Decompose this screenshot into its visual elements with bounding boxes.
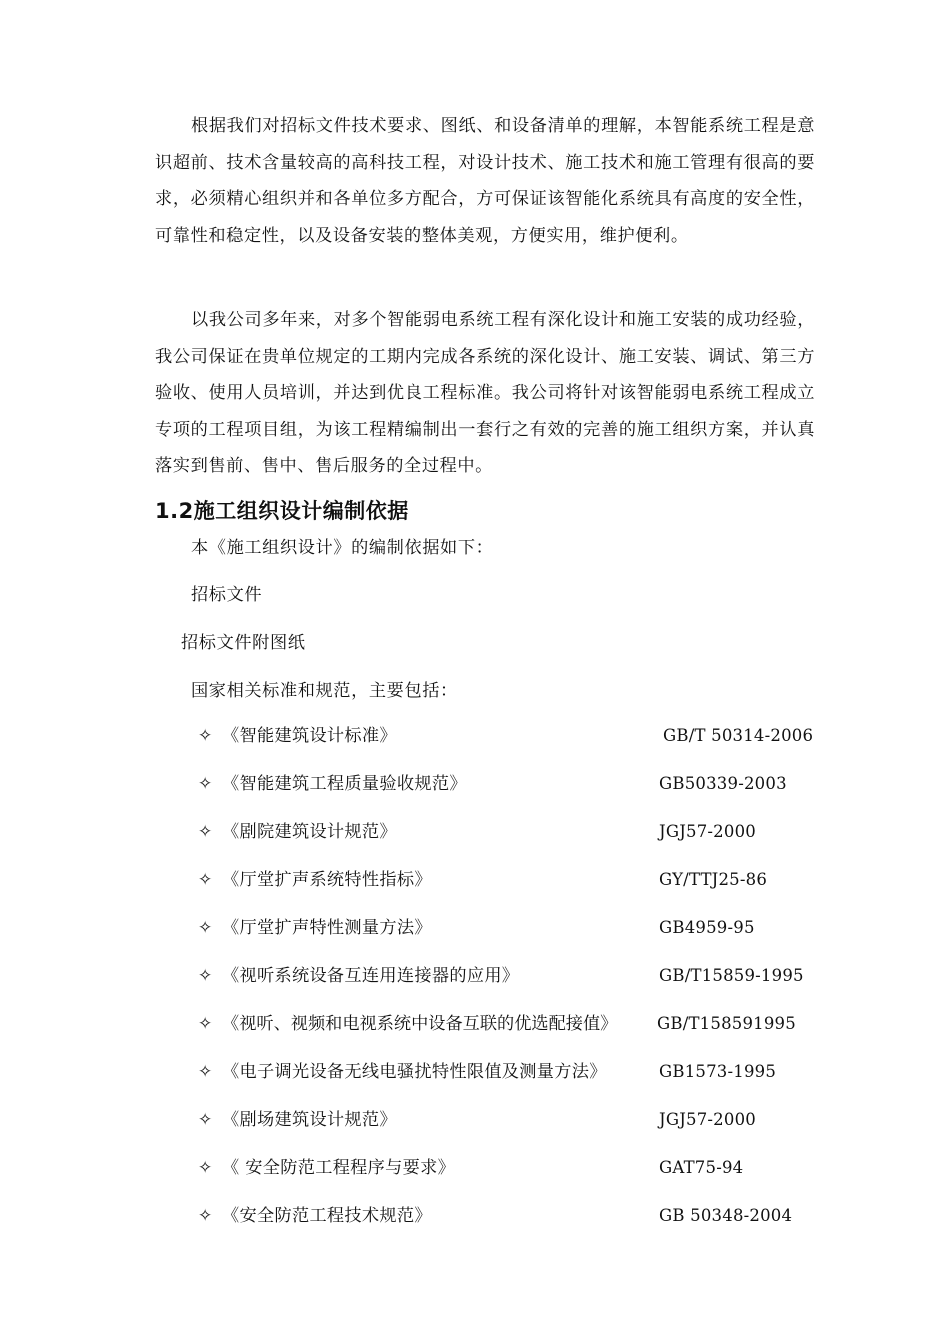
diamond-bullet-icon: ✧ [198,1158,213,1178]
standard-row [198,1153,818,1183]
paragraph-experience: 以我公司多年来，对多个智能弱电系统工程有深化设计和施工安装的成功经验，我公司保证在贵单位规定的工期内完成各系统的深化设计、施工安装、调试、第三方验收、使用人员培训，并达到优良工程标准。我公司将针对该智能弱电系统工程成立专项的工程项目组，为该工程精编制出一套行之有效的完善的施工组织方案，并认真落实到售前、售中、售后服务的全过程中。 [155,310,815,477]
standard-name: 《剧院建筑设计规范》 [222,822,397,842]
diamond-bullet-icon: ✧ [198,1110,213,1130]
standard-row [198,865,818,895]
standard-name: 《 安全防范工程程序与要求》 [222,1158,456,1178]
standard-row [198,769,818,799]
diamond-bullet-icon: ✧ [198,1206,213,1226]
standard-row [198,817,818,847]
standard-name: 《厅堂扩声特性测量方法》 [222,918,432,938]
standard-row [198,913,818,943]
standard-name: 《智能建筑设计标准》 [222,726,397,746]
standard-name: 《安全防范工程技术规范》 [222,1206,432,1226]
diamond-bullet-icon: ✧ [198,1014,213,1034]
standard-row [198,1105,818,1135]
standard-code: GB/T158591995 [657,1014,796,1033]
diamond-bullet-icon: ✧ [198,870,213,890]
standard-name: 《剧场建筑设计规范》 [222,1110,397,1130]
standard-code: JGJ57-2000 [659,822,756,841]
standard-row [198,721,818,751]
standard-code: JGJ57-2000 [659,1110,756,1129]
standard-code: GB4959-95 [659,918,755,937]
standard-row [198,961,818,991]
standard-name: 《智能建筑工程质量验收规范》 [222,774,467,794]
standard-row [198,1201,818,1231]
standard-code: GB/T15859-1995 [659,966,804,985]
standard-code: GB50339-2003 [659,774,787,793]
section-heading: 1.2施工组织设计编制依据 [155,499,409,523]
diamond-bullet-icon: ✧ [198,966,213,986]
section-intro: 本《施工组织设计》的编制依据如下： [191,538,494,558]
standard-code: GB/T 50314-2006 [663,726,814,745]
diamond-bullet-icon: ✧ [198,822,213,842]
standard-code: GB 50348-2004 [659,1206,793,1225]
standard-name: 《视听、视频和电视系统中设备互联的优选配接值》 [222,1014,618,1034]
basis-item-national-standards: 国家相关标准和规范，主要包括： [191,681,458,701]
standard-row [198,1009,818,1039]
diamond-bullet-icon: ✧ [198,726,213,746]
basis-item-tender-drawings: 招标文件附图纸 [181,633,306,653]
diamond-bullet-icon: ✧ [198,1062,213,1082]
diamond-bullet-icon: ✧ [198,918,213,938]
standard-code: GAT75-94 [659,1158,744,1177]
standard-row [198,1057,818,1087]
paragraph-understanding: 根据我们对招标文件技术要求、图纸、和设备清单的理解，本智能系统工程是意识超前、技术含量较高的高科技工程，对设计技术、施工技术和施工管理有很高的要求，必须精心组织并和各单位多方配合，方可保证该智能化系统具有高度的安全性，可靠性和稳定性，以及设备安装的整体美观，方便实用，维护便利。 [155,116,815,246]
basis-item-tender-docs: 招标文件 [191,585,263,605]
standard-name: 《电子调光设备无线电骚扰特性限值及测量方法》 [222,1062,607,1082]
standard-name: 《视听系统设备互连用连接器的应用》 [222,966,520,986]
diamond-bullet-icon: ✧ [198,774,213,794]
standard-code: GB1573-1995 [659,1062,777,1081]
standard-name: 《厅堂扩声系统特性指标》 [222,870,432,890]
standard-code: GY/TTJ25-86 [659,870,768,889]
